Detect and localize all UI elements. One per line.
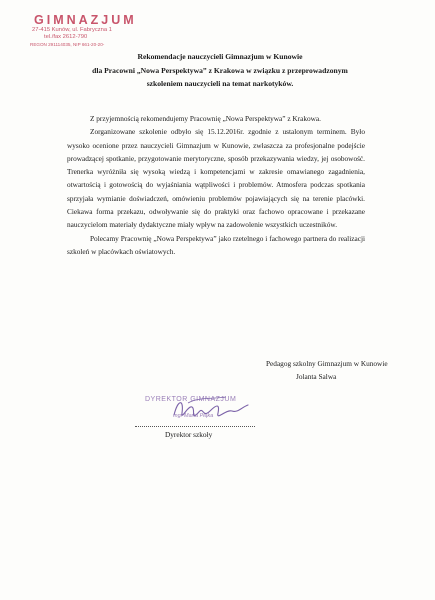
signoff [266, 357, 388, 384]
title-line-2: dla Pracowni „Nowa Perspektywa” z Krakowa w związku z przeprowadzonym [92, 65, 348, 75]
signoff-name: Jolanta Salwa [296, 372, 337, 382]
school-header-stamp [28, 13, 137, 48]
stamp-phone: tel./fax 2612-790 [44, 34, 88, 40]
director-role: Dyrektor szkoły [165, 430, 213, 439]
letter-title [60, 50, 380, 91]
title-line-1: Rekomendacje nauczycieli Gimnazjum w Kunowie [137, 52, 303, 61]
stamp-address: 27-415 Kunów, ul. Fabryczna 1 [32, 27, 112, 33]
stamp-registry: REGON 291114035, NIP 661-20-20- [30, 42, 105, 47]
paragraph-recommendation: Polecamy Pracownię „Nowa Perspektywa” jako rzetelnego i fachowego partnera do realizacji szkoleń w placówkach oświatowych. [67, 233, 365, 256]
stamp-school-name: GIMNAZJUM [34, 13, 137, 27]
director-stamp-name: mgr Marta Płąka [173, 413, 214, 419]
signature-line [135, 426, 255, 427]
title-line-3: szkoleniem nauczycieli na temat narkotyków. [146, 79, 294, 89]
director-stamp-title: DYREKTOR GIMNAZJUM [145, 396, 237, 403]
paragraph-details: Zorganizowane szkolenie odbyło się 15.12.2016r. zgodnie z ustalonym terminem. Było wysoko ocenione przez nauczycieli Gimnazjum w Kunowie, zwłaszcza za profesjonalne podejście prowadzącej spotkanie, przygotowanie merytoryczne, sposób przekazywania wiedzy, jej osobowość. Trenerka wyróżniła się wysoką wiedzą i kompetencjami w zakresie omawianego zagadnienia, otwartością i gotowością do wyjaśniania wątpliwości i problemów. Atmosfera podczas spotkania sprzyjała wymianie doświadczeń, omówieniu problemów pojawiających się na terenie placówki. Ciekawa forma przekazu, odwoływanie się do praktyki oraz fachowo opracowane i przekazane nauczycielom materiały dydaktyczne miały wpływ na zadowolenie wszystkich uczestników. [67, 127, 365, 230]
paragraph-intro: Z przyjemnością rekomendujemy Pracownię „Nowa Perspektywa” z Krakowa. [90, 114, 321, 123]
signoff-role: Pedagog szkolny Gimnazjum w Kunowie [266, 359, 388, 368]
handwritten-signature [168, 393, 258, 429]
letter-body [67, 112, 365, 258]
